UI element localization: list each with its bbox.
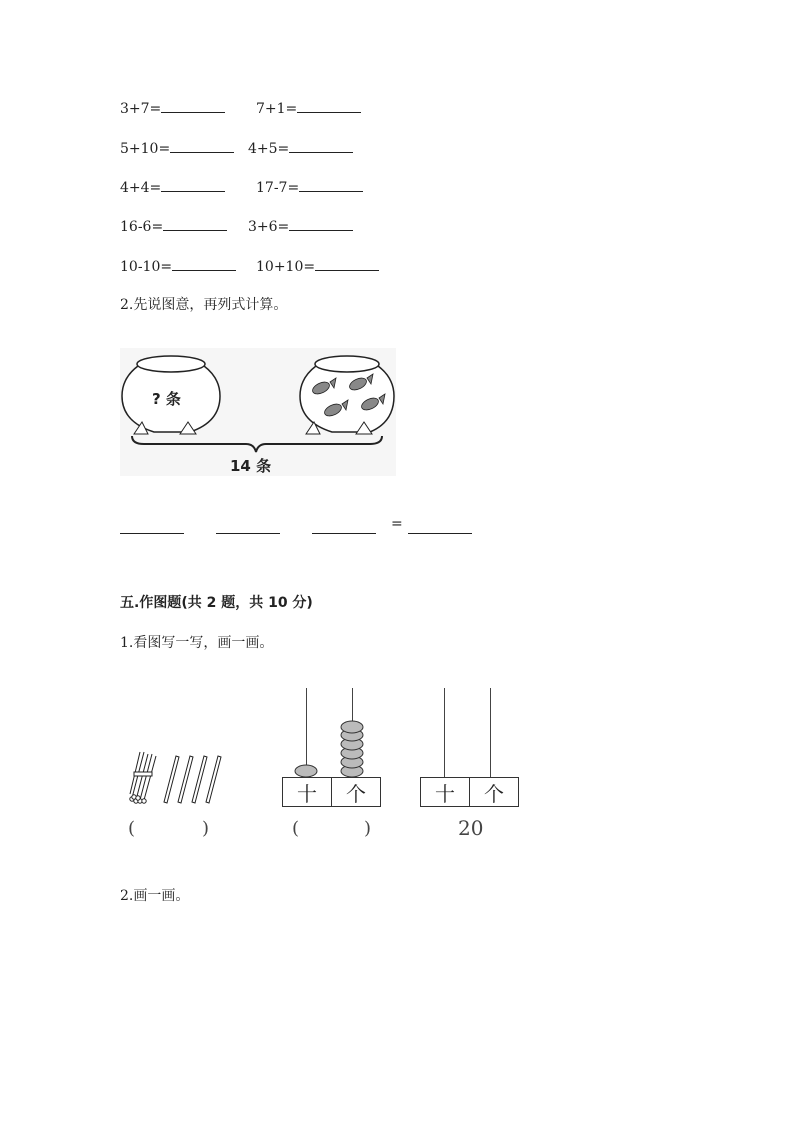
- answer-blank[interactable]: [297, 98, 361, 113]
- section-heading: 五.作图题(共 2 题，共 10 分): [120, 595, 313, 611]
- equation: 5+10=: [120, 138, 234, 157]
- answer-blank[interactable]: [299, 177, 363, 192]
- question-title: 1.看图写一写，画一画。: [120, 635, 274, 651]
- tens-place: 十: [435, 781, 455, 806]
- paren-left: (: [292, 818, 300, 839]
- answer-blank[interactable]: [172, 256, 236, 271]
- equation: 10-10=: [120, 256, 236, 275]
- answer-blank[interactable]: [161, 177, 225, 192]
- abacus-beads: [290, 720, 370, 778]
- paren-left: (: [128, 818, 136, 839]
- answer-blank[interactable]: [408, 532, 472, 534]
- answer-blank[interactable]: [289, 138, 353, 153]
- equation: 3+7=: [120, 98, 225, 117]
- answer-blank[interactable]: [312, 532, 376, 534]
- answer-blank[interactable]: [170, 138, 234, 153]
- abacus-value: 20: [458, 816, 484, 840]
- paren-right: ): [202, 818, 210, 839]
- stick-bundle: [130, 752, 156, 803]
- single-sticks: [164, 756, 221, 803]
- equation: 16-6=: [120, 216, 227, 235]
- sticks-illustration: [124, 748, 228, 806]
- answer-blank[interactable]: [289, 216, 353, 231]
- answer-blank[interactable]: [315, 256, 379, 271]
- total-label: 14 条: [230, 457, 272, 475]
- abacus-place-box[interactable]: [420, 777, 519, 807]
- equals-sign: =: [391, 516, 403, 532]
- tens-place: 十: [297, 781, 317, 806]
- equation: 4+5=: [248, 138, 353, 157]
- ones-place: 个: [331, 778, 380, 806]
- abacus-rod: [444, 688, 445, 778]
- answer-blank[interactable]: [161, 98, 225, 113]
- equation: 3+6=: [248, 216, 353, 235]
- equation: 7+1=: [256, 98, 361, 117]
- ones-place: 个: [469, 778, 518, 806]
- paren-right: ): [364, 818, 372, 839]
- left-bowl-label: ? 条: [152, 390, 181, 408]
- answer-blank[interactable]: [163, 216, 227, 231]
- answer-blank[interactable]: [216, 532, 280, 534]
- question-title: 2.先说图意，再列式计算。: [120, 297, 288, 313]
- abacus-place-box: [282, 777, 381, 807]
- question-title: 2.画一画。: [120, 888, 190, 904]
- equation: 10+10=: [256, 256, 379, 275]
- equation: 4+4=: [120, 177, 225, 196]
- answer-blank[interactable]: [120, 532, 184, 534]
- abacus-rod: [490, 688, 491, 778]
- right-bowl: [300, 356, 394, 434]
- equation: 17-7=: [256, 177, 363, 196]
